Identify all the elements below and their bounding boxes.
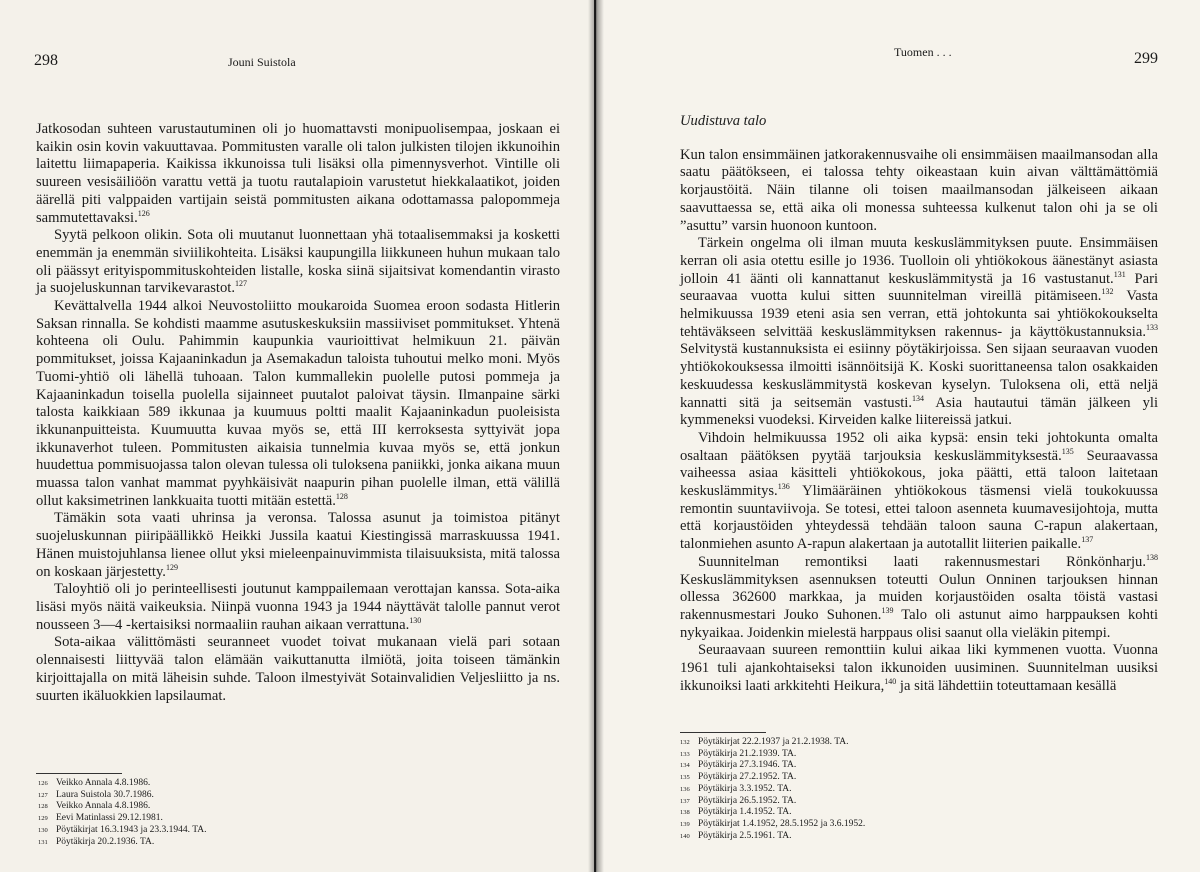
footnote-ref: 128 [335, 491, 348, 501]
footnote: 131 Pöytäkirja 20.2.1936. TA. [38, 836, 155, 847]
footnote-rule-left [36, 773, 122, 774]
footnote-ref: 126 [137, 208, 150, 218]
running-head-right: Tuomen . . . [894, 45, 952, 59]
left-page [0, 0, 594, 872]
footnote: 137 Pöytäkirja 26.5.1952. TA. [680, 795, 797, 806]
footnote-ref: 130 [409, 615, 422, 625]
right-page [596, 0, 1200, 872]
paragraph: Kun talon ensimmäinen jatkorakennusvaihe oli ensimmäisen maailmansodan alla saatu päätökseen, ei talossa tehty oikeastaan kuin aivan välttämättömiä korjaustöitä. Näin tilanne oli toisen maailmansodan jälkeiseen aikaan saavuttaessa se, että aika oli monessa suhteessa kulkenut talon ohi ja se oli ”asuttu” varsin huonoon kuntoon. [680, 146, 1158, 234]
paragraph: Taloyhtiö oli jo perinteellisesti joutunut kamppailemaan verottajan kanssa. Sota-aika lisäsi myös näitä vaikeuksia. Niinpä vuonna 1943 ja 1944 näyttävät talolle pannut verot nousseen 3—4 -kertaisiksi normaaliin rauhan aikaan verrattuna.$^{130}$ [36, 581, 560, 633]
footnote: 135 Pöytäkirja 27.2.1952. TA. [680, 772, 797, 783]
right-body-text [680, 113, 1158, 696]
footnote-ref: 136 [777, 482, 790, 492]
paragraph: Kevättalvella 1944 alkoi Neuvostoliitto moukaroida Suomea eroon sodasta Hitlerin Saksan rinnalla. Se kohdisti maamme asutuskeskuksiin massiiviset pommitukset. Yhtenä kohteena oli Oulu. Pahimmin kaupunkia vaurioittivat helmikuun 21. päivän pommitukset, joissa Kajaaninkadun ja Asemakadun taloista tuhoutui melko moni. Myös Tuomi-yhtiö oli lähellä tuhoaan. Talon kummallekin puolelle putosi pommeja ja Kajaaninkadun toisella puolella sijainneet puutalot paloivat täysin. Ilmanpaine särki talosta kaikkiaan 589 ikkunaa ja kuumuus poltti maalit Kajaaninkadun puoleisista ikkunanpuitteista. Kuumuutta kuvaa myös se, että III kerroksesta syttyivät jopa ikkunaverhot tuleen. Pommitusten aikaisia tunnelmia kuvaa myös se, että jonkun huudettua pommisuojassa talon olevan tulessa oli tuloksena paniikki, jonka aikana muun muassa talon vanhat mammat pyyhkäisivät naapurin pihan puolelle ilman, että välillä ollut kaksimetrinen lankkuaita tuotti mitään estettä.$^{128}$ [36, 298, 560, 509]
footnote: 136 Pöytäkirja 3.3.1952. TA. [680, 783, 792, 794]
footnote-ref: 133 [1146, 322, 1158, 332]
book-gutter [588, 0, 604, 872]
footnote-ref: 131 [1113, 269, 1126, 279]
footnote-ref: 139 [881, 606, 894, 616]
footnote: 128 Veikko Annala 4.8.1986. [38, 801, 151, 812]
paragraph: Jatkosodan suhteen varustautuminen oli jo huomattavsti monipuolisempaa, joskaan ei kaikin osin kovin vakuuttavaa. Pommitusten varalle oli talon julkisten tilojen ikkunoihin laitettu liimapaperia. Kaikissa ikkunoissa tuli lisäksi olla pimennysverhot. Vintille oli suureen vesisäiliöön varattu vettä ja tuotu rautalapioin varustetut hiekkalaatikot, joiden äärellä piti valppaiden vartijain seistä pommitusten aikana odottamassa palopommeja sammutettavaksi.$^{126}$ [36, 121, 560, 226]
footnote-ref: 127 [235, 279, 247, 289]
footnotes-left [38, 778, 207, 848]
footnote: 139 Pöytäkirjat 1.4.1952, 28.5.1952 ja 3.6.1952. [680, 818, 866, 829]
paragraph: Vihdoin helmikuussa 1952 oli aika kypsä: ensin teki johtokunta omalta osaltaan päätöksen pyytää tarjouksia keskuslämmityksestä.$^{135}$ Seuraavassa vaiheessa asiaa käsitteli yhtiökokous, joka päätti, että taloon laitetaan keskuslämmitys.$^{136}$ Ylimääräinen yhtiökokous täsmensi vielä toukokuussa remontin suuntaviivoja. Se totesi, ettei taloon asenneta kuumavesijohtoja, mutta että korjaustöiden yhteydessä tehdään taloon sauna C-rapun alakertaan, talonmiehen asunto A-rapun alakertaan ja autotallit liiterien paikalle.$^{137}$ [680, 429, 1159, 553]
footnote: 130 Pöytäkirjat 16.3.1943 ja 23.3.1944. TA. [38, 824, 207, 835]
page-number-right: 299 [1134, 50, 1158, 67]
footnote: 129 Eevi Matinlassi 29.12.1981. [38, 813, 163, 824]
footnote: 126 Veikko Annala 4.8.1986. [38, 778, 151, 788]
paragraph: Tämäkin sota vaati uhrinsa ja veronsa. Talossa asunut ja toimistoa pitänyt suojeluskunnan piiripäällikkö Heikki Jussila kaatui Kiestingissä marraskuussa 1941. Hänen muistojuhlansa lienee ollut yksi mieleenpainuvimmista tilaisuuksista, mitä talossa on koskaan järjestetty.$^{129}$ [36, 510, 560, 580]
footnote-ref: 129 [165, 562, 178, 572]
footnote: 138 Pöytäkirja 1.4.1952. TA. [680, 807, 792, 818]
paragraph: Syytä pelkoon olikin. Sota oli muutanut luonnettaan yhä totaalisemmaksi ja kosketti enemmän ja enemmän siviilikohteita. Lisäksi kaupungilla liikkuneen huhun mukaan talo oli päässyt erityispommituskohteiden listalle, koska siinä sijaitsivat komendantin virasto ja suojeluskunnan tarvikevarastot.$^{127}$ [36, 227, 560, 297]
footnote-ref: 135 [1061, 446, 1074, 456]
paragraph: Sota-aikaa välittömästi seuranneet vuodet toivat mukanaan vielä pari sotaan olennaisesti liittyvää talon elämään vaikuttanutta ilmiötä, joita toiseen tämänkin kirjoittajalla on mitä läheisin suhde. Taloon ilmestyivät Sotainvalidien Veljesliitto ja ns. suurten ikäluokkien lapsilaumat. [36, 634, 560, 704]
footnote-ref: 137 [1081, 535, 1094, 545]
footnote: 127 Laura Suistola 30.7.1986. [38, 789, 154, 800]
footnote-ref: 132 [1101, 287, 1114, 297]
paragraph: Seuraavaan suureen remonttiin kului aikaa liki kymmenen vuotta. Vuonna 1961 tuli ajankohtaiseksi talon ikkunoiden uusiminen. Suunnitelman uusiksi ikkunoiksi laati arkkitehti Heikura,$^{140}$ ja sitä lähdettiin toteuttamaan kesällä [680, 642, 1158, 694]
footnote-ref: 134 [912, 393, 925, 403]
paragraph: Tärkein ongelma oli ilman muuta keskuslämmityksen puute. Ensimmäisen kerran oli asia otettu esille jo 1936. Tuolloin oli yhtiökokous äänestänyt asiasta jolloin 41 äänti oli kannattanut keskuslämmitystä ja 16 vastustanut.$^{131}$ Pari seuraavaa vuotta kului sitten suunnitelman vireillä pitämiseen.$^{132}$ Vasta helmikuussa 1939 eteni asia sen verran, että johtokunta sai yhtiökokoukselta tehtäväkseen selvittää keskuslämmityksen rakennus- ja käyttökustannuksia.$^{133}$ Selvitystä kustannuksista ei esiinny pöytäkirjoissa. Sen sijaan seuraavan vuoden yhtiökokouksessa ilmoitti isännöitsijä K. Koski suorittaneensa talon osakkaiden keskuudessa keskuslämmitystä koskevan kyselyn. Tuloksena oli, että neljä kannatti sitä ja seitsemän vastusti.$^{134}$ Asia hautautui tämän jälkeen yli kymmeneksi vuodeksi. Kirveiden kalke liitereissä jatkui. [680, 235, 1158, 429]
footnote: 132 Pöytäkirjat 22.2.1937 ja 21.2.1938. TA. [680, 737, 849, 747]
footnote: 133 Pöytäkirja 21.2.1939. TA. [680, 748, 797, 759]
page-number-left: 298 [34, 52, 58, 69]
footnote-ref: 140 [884, 676, 897, 686]
section-title: Uudistuva talo [680, 113, 767, 129]
footnote-rule-right [680, 732, 766, 733]
footnotes-right [680, 737, 865, 842]
paragraph: Suunnitelman remontiksi laati rakennusmestari Rönkönharju.$^{138}$ Keskuslämmityksen asennuksen toteutti Oulun Onninen tarjouksen hinnan ollessa 362600 markkaa, ja muiden korjaustöiden osalta töistä vastasi rakennusmestari Jouko Suhonen.$^{139}$ Talo oli astunut aimo harppauksen kohti nykyaikaa. Joidenkin mielestä harppaus olisi saanut olla vieläkin pitempi. [680, 553, 1158, 641]
footnote: 134 Pöytäkirja 27.3.1946. TA. [680, 760, 797, 771]
running-head-left: Jouni Suistola [228, 55, 296, 69]
left-body-text [36, 121, 560, 705]
footnote-ref: 138 [1146, 553, 1158, 563]
footnote: 140 Pöytäkirja 2.5.1961. TA. [680, 830, 792, 841]
